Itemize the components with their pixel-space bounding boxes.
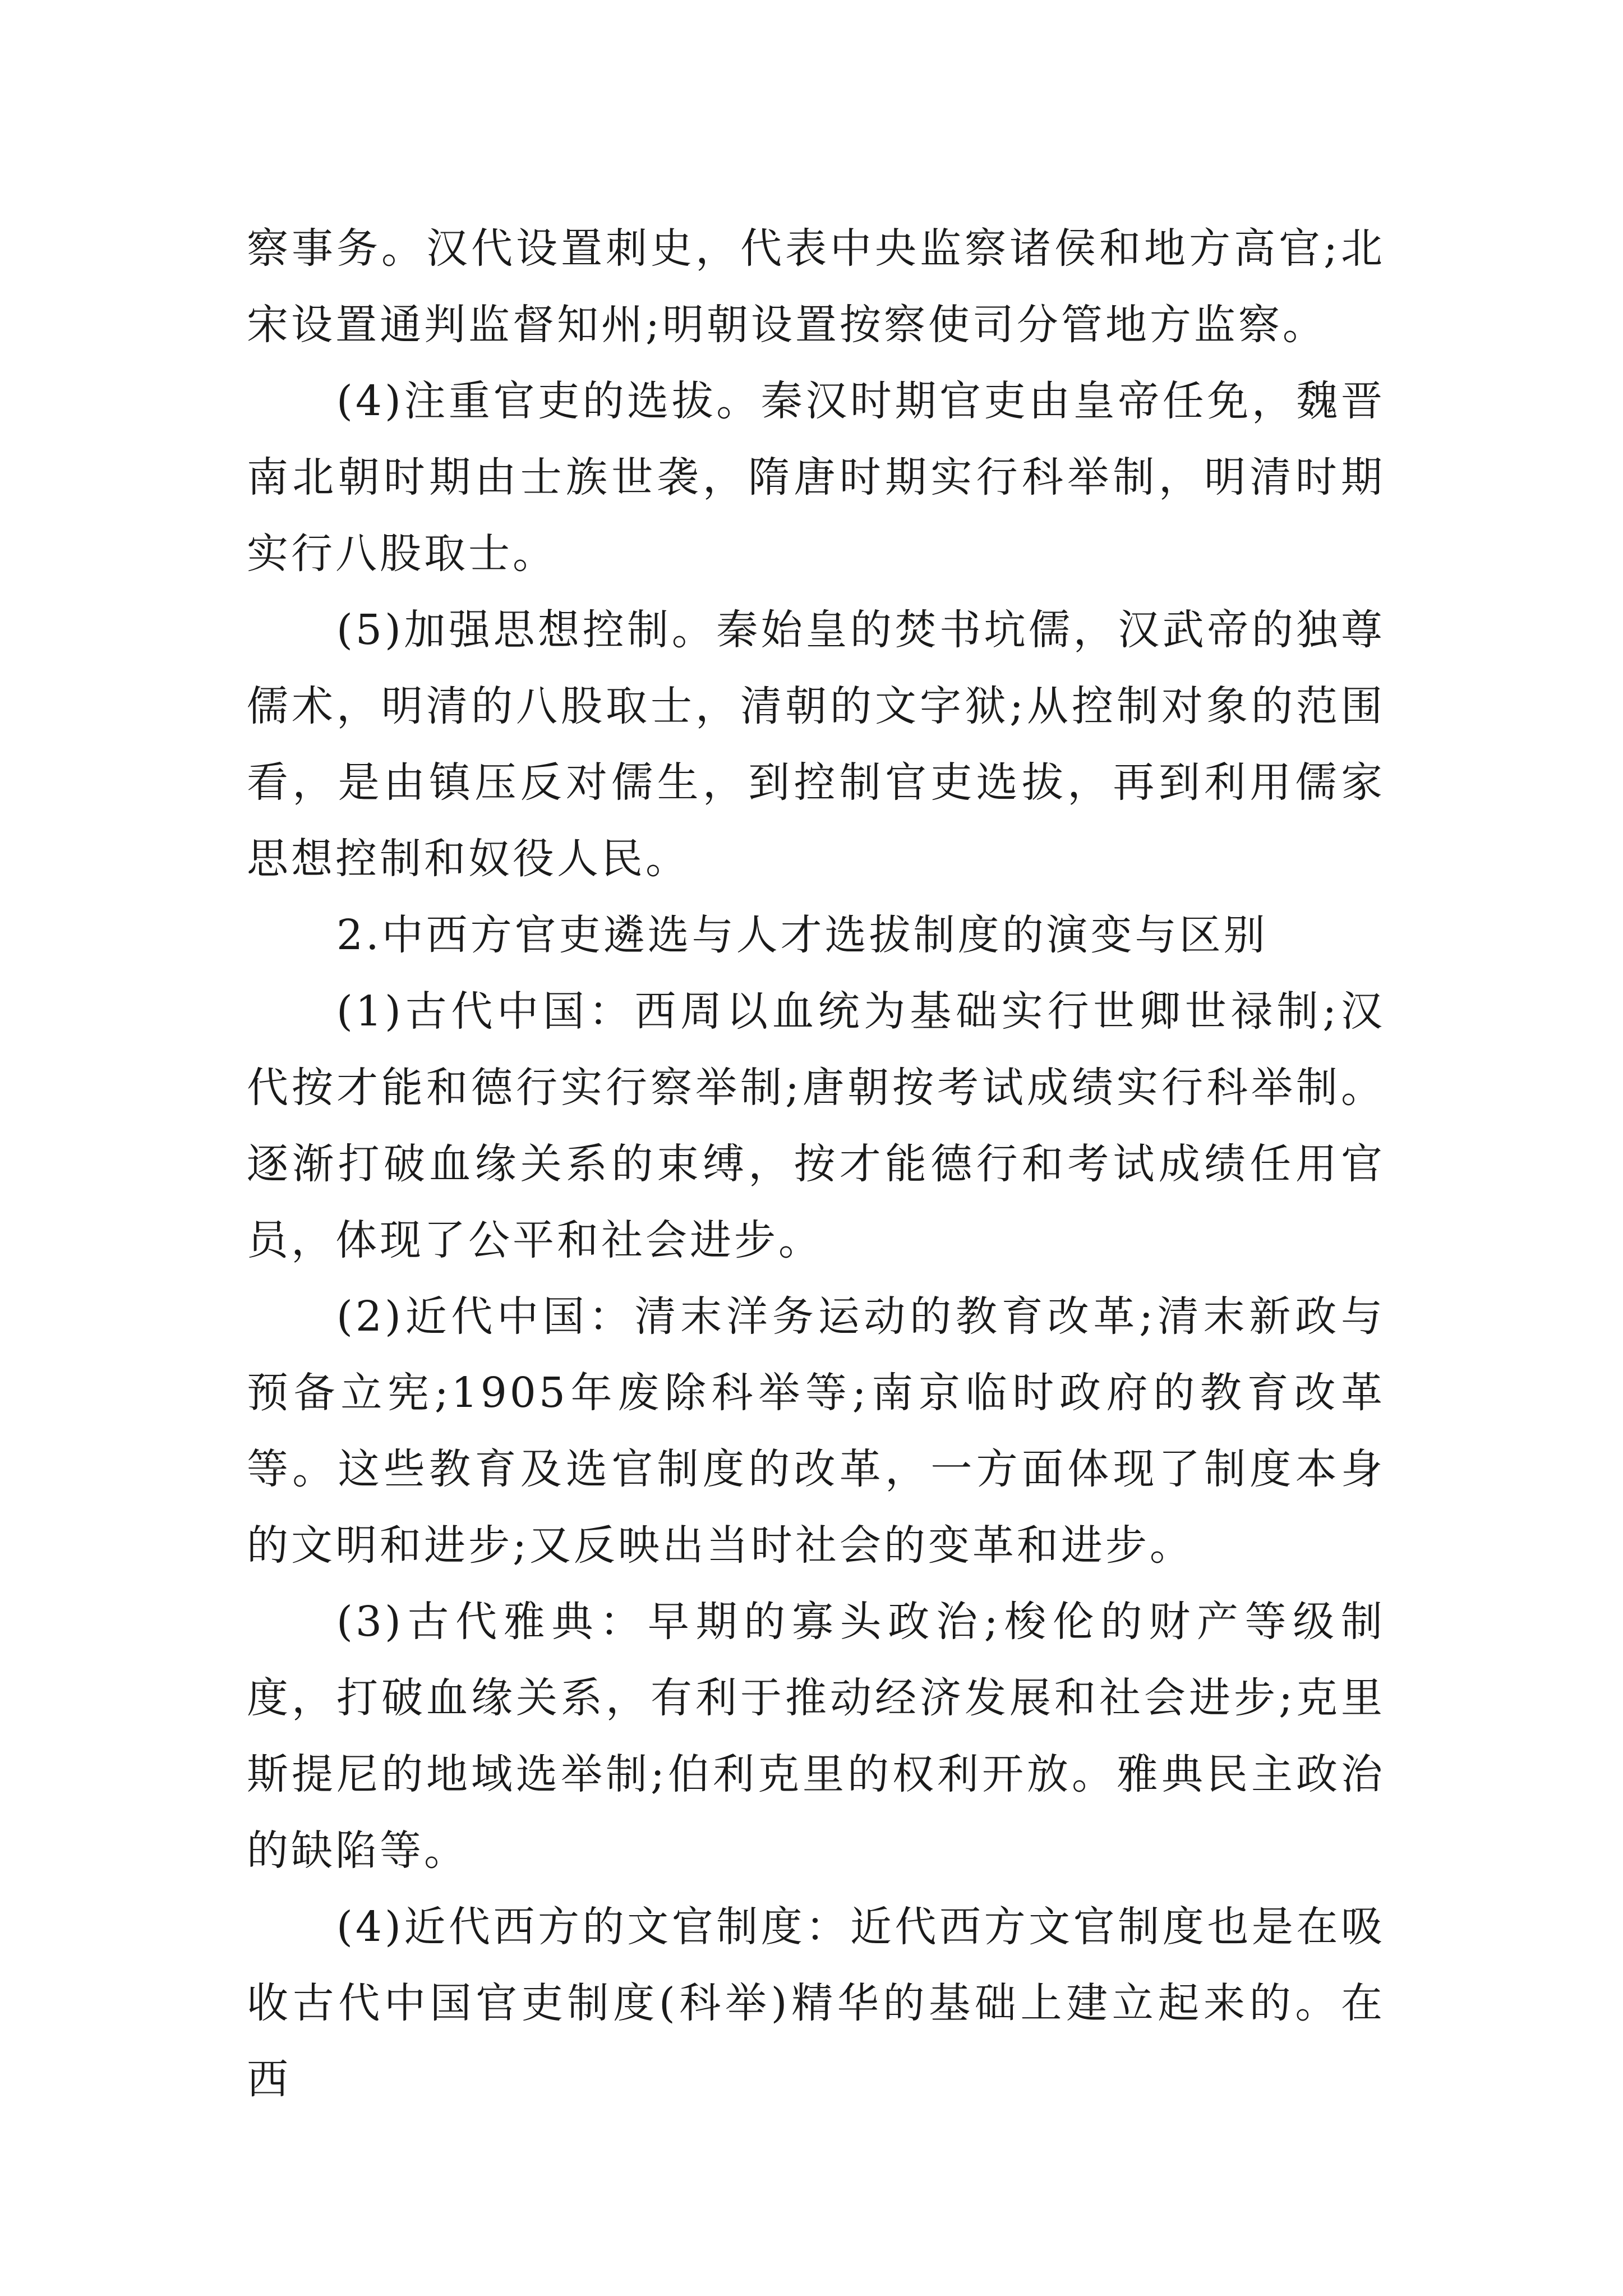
paragraph-modern-west: (4)近代西方的文官制度：近代西方文官制度也是在吸收古代中国官吏制度(科举)精华的基础上建立起来的。在西 <box>247 1903 1385 2104</box>
paragraph-modern-china: (2)近代中国：清末洋务运动的教育改革;清末新政与预备立宪;1905年废除科举等;南京临时政府的教育改革等。这些教育及选官制度的改革，一方面体现了制度本身的文明和进步;又反映出当时社会的变革和进步。 <box>247 1292 1385 1570</box>
paragraph-continuation: 察事务。汉代设置刺史，代表中央监察诸侯和地方高官;北宋设置通判监督知州;明朝设置按察使司分管地方监察。 <box>247 224 1385 349</box>
section-heading: 2.中西方官吏遴选与人才选拔制度的演变与区别 <box>336 911 1268 959</box>
paragraph-official-selection: (4)注重官吏的选拔。秦汉时期官吏由皇帝任免，魏晋南北朝时期由士族世袭，隋唐时期实行科举制，明清时期实行八股取士。 <box>247 377 1385 578</box>
paragraph-thought-control: (5)加强思想控制。秦始皇的焚书坑儒，汉武帝的独尊儒术，明清的八股取士，清朝的文字狱;从控制对象的范围看，是由镇压反对儒生，到控制官吏选拔，再到利用儒家思想控制和奴役人民。 <box>247 606 1385 883</box>
paragraph-ancient-athens: (3)古代雅典：早期的寡头政治;梭伦的财产等级制度，打破血缘关系，有利于推动经济发展和社会进步;克里斯提尼的地域选举制;伯利克里的权利开放。雅典民主政治的缺陷等。 <box>247 1598 1385 1875</box>
document-body <box>247 210 1385 2118</box>
paragraph-ancient-china: (1)古代中国：西周以血统为基础实行世卿世禄制;汉代按才能和德行实行察举制;唐朝按考试成绩实行科举制。逐渐打破血缘关系的束缚，按才能德行和考试成绩任用官员，体现了公平和社会进步。 <box>247 987 1385 1264</box>
